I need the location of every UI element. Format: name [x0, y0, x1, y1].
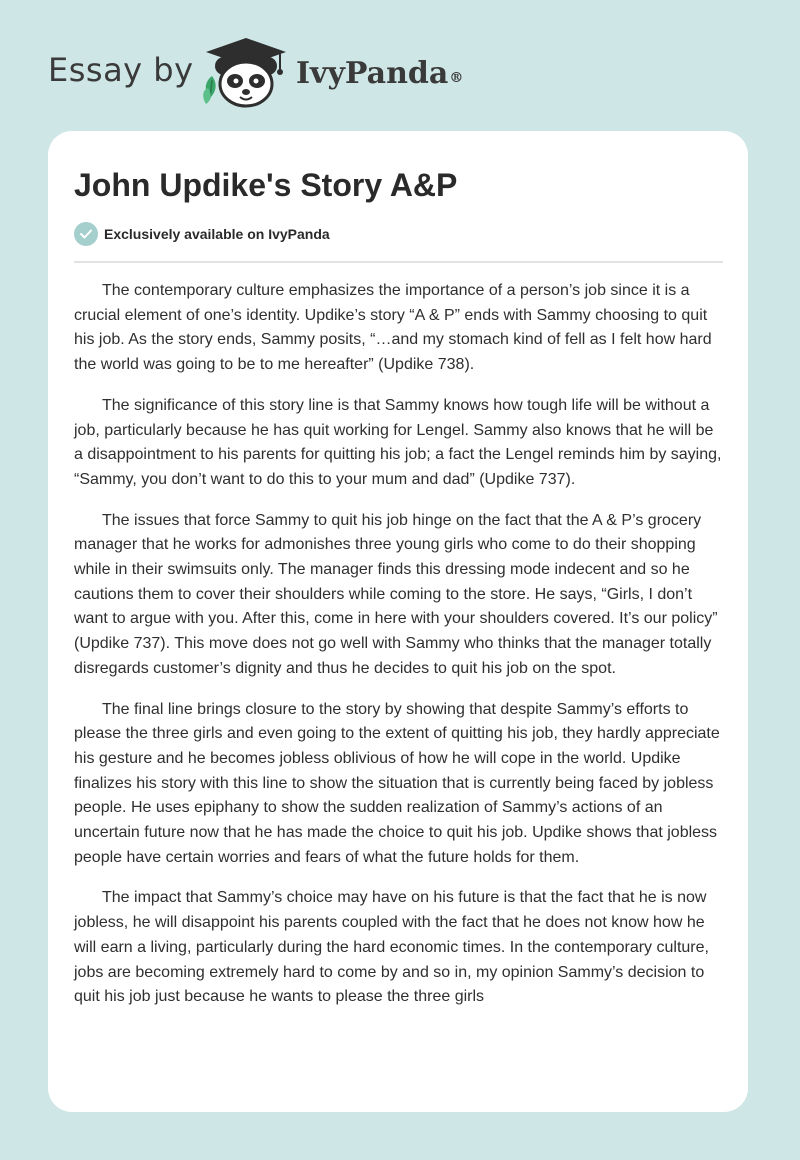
- exclusive-badge: [74, 222, 330, 246]
- essay-body: [74, 279, 724, 1026]
- exclusive-badge-label: Exclusively available on IvyPanda: [104, 226, 330, 242]
- divider: [74, 261, 723, 263]
- page-title: John Updike's Story A&P: [74, 167, 458, 203]
- brand-name[interactable]: [296, 54, 463, 94]
- paragraph: The impact that Sammy’s choice may have on his future is that the fact that he is now jobless, he will disappoint his parents coupled with the fact that he does not know how he will earn a living, particularly during the hard economic times. In the contemporary culture, jobs are becoming extremely hard to come by and so in, my opinion Sammy’s decision to quit his job just because he wants to please the three girls: [74, 889, 709, 1006]
- paragraph: The significance of this story line is that Sammy knows how tough life will be without a job, particularly because he has quit working for Lengel. Sammy also knows that he will be a disappointment to his parents for quitting his job; a fact the Lengel reminds him by saying, “Sammy, you don’t want to do this to your mum and dad” (Updike 737).: [74, 396, 722, 488]
- panda-logo-icon[interactable]: [200, 36, 292, 110]
- essay-by-label: Essay by: [48, 51, 194, 89]
- paragraph: The issues that force Sammy to quit his job hinge on the fact that the A & P’s grocery manager that he works for admonishes three young girls who come to do their shopping while in their swimsuits only. The manager finds this dressing mode indecent and so he cautions them to cover their shoulders while coming to the store. He says, “Girls, I don’t want to argue with you. After this, come in here with your shoulders covered. It’s our policy” (Updike 737). This move does not go well with Sammy who thinks that the manager totally disregards customer’s dignity and thus he decides to quit his job on the spot.: [74, 511, 718, 677]
- paragraph: The contemporary culture emphasizes the importance of a person’s job since it is a crucial element of one’s identity. Updike’s story “A & P” ends with Sammy choosing to quit his job. As the story ends, Sammy posits, “…and my stomach kind of fell as I felt how hard the world was going to be to me hereafter” (Updike 738).: [74, 282, 712, 374]
- site-header: [0, 0, 800, 120]
- brand-text: IvyPanda: [296, 56, 449, 91]
- essay-card: [48, 131, 748, 1112]
- registered-mark: ®: [449, 70, 464, 86]
- paragraph: The final line brings closure to the story by showing that despite Sammy’s efforts to please the three girls and even going to the extent of quitting his job, they hardly appreciate his gesture and he becomes jobless oblivious of how he will cope in the world. Updike finalizes his story with this line to show the situation that is currently being faced by jobless people. He uses epiphany to show the sudden realization of Sammy’s actions of an uncertain future now that he has made the choice to quit his job. Updike shows that jobless people have certain worries and fears of what the future holds for them.: [74, 700, 720, 866]
- checkmark-icon: [74, 222, 98, 246]
